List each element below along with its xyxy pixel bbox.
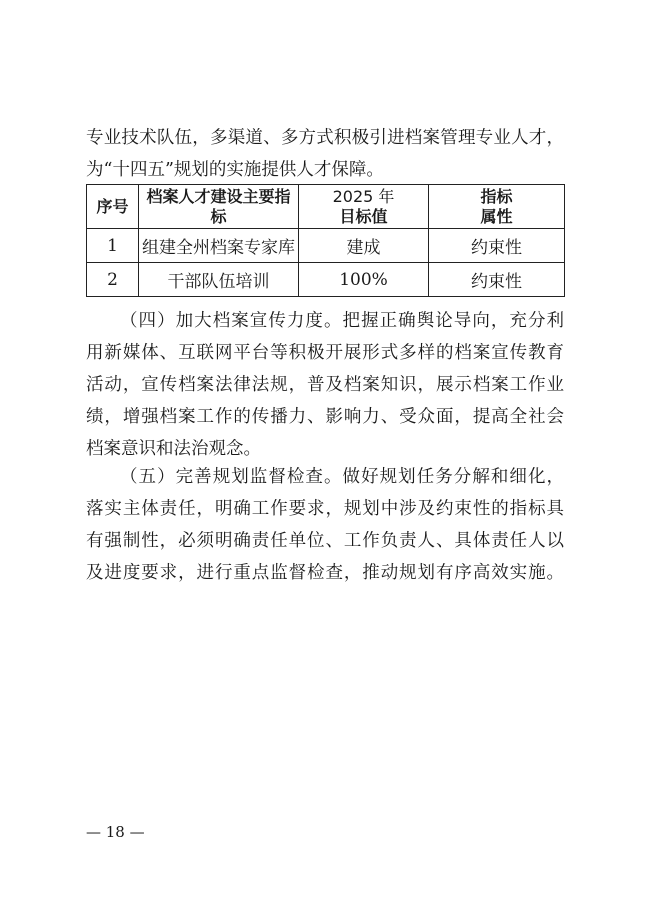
section-4-paragraph bbox=[86, 305, 564, 465]
cell-target: 100% bbox=[299, 263, 429, 297]
text-line: （五）完善规划监督检查。做好规划任务分解和细化， bbox=[120, 467, 564, 487]
text-line: 绩，增强档案工作的传播力、影响力、受众面，提高全社会 bbox=[86, 407, 564, 427]
text-line: （四）加大档案宣传力度。把握正确舆论导向，充分利 bbox=[120, 311, 564, 331]
text-line: 有强制性，必须明确责任单位、工作负责人、具体责任人以 bbox=[86, 531, 564, 551]
cell-attribute: 约束性 bbox=[429, 229, 565, 263]
text-line: 落实主体责任，明确工作要求，规划中涉及约束性的指标具 bbox=[86, 499, 564, 519]
header-indicator: 档案人才建设主要指标 bbox=[139, 185, 299, 229]
text-line: 为“十四五”规划的实施提供人才保障。 bbox=[86, 160, 384, 180]
cell-indicator: 组建全州档案专家库 bbox=[139, 229, 299, 263]
cell-seq: 2 bbox=[87, 263, 139, 297]
cell-seq: 1 bbox=[87, 229, 139, 263]
table-row bbox=[87, 263, 565, 297]
text-line: 档案意识和法治观念。 bbox=[86, 439, 261, 459]
table-header-row bbox=[87, 185, 565, 229]
cell-indicator: 干部队伍培训 bbox=[139, 263, 299, 297]
intro-paragraph bbox=[86, 122, 564, 186]
text-line: 专业技术队伍，多渠道、多方式积极引进档案管理专业人才， bbox=[86, 128, 564, 148]
header-target: 2025 年 目标值 bbox=[299, 185, 429, 229]
talent-indicator-table bbox=[86, 184, 565, 297]
section-5-paragraph bbox=[86, 461, 564, 589]
cell-attribute: 约束性 bbox=[429, 263, 565, 297]
text-line: 及进度要求，进行重点监督检查，推动规划有序高效实施。 bbox=[86, 563, 564, 583]
header-attribute: 指标 属性 bbox=[429, 185, 565, 229]
page-number: — 18 — bbox=[86, 823, 145, 841]
text-line: 活动，宣传档案法律法规，普及档案知识，展示档案工作业 bbox=[86, 375, 564, 395]
text-line: 用新媒体、互联网平台等积极开展形式多样的档案宣传教育 bbox=[86, 343, 564, 363]
table-row bbox=[87, 229, 565, 263]
header-seq: 序号 bbox=[87, 185, 139, 229]
cell-target: 建成 bbox=[299, 229, 429, 263]
